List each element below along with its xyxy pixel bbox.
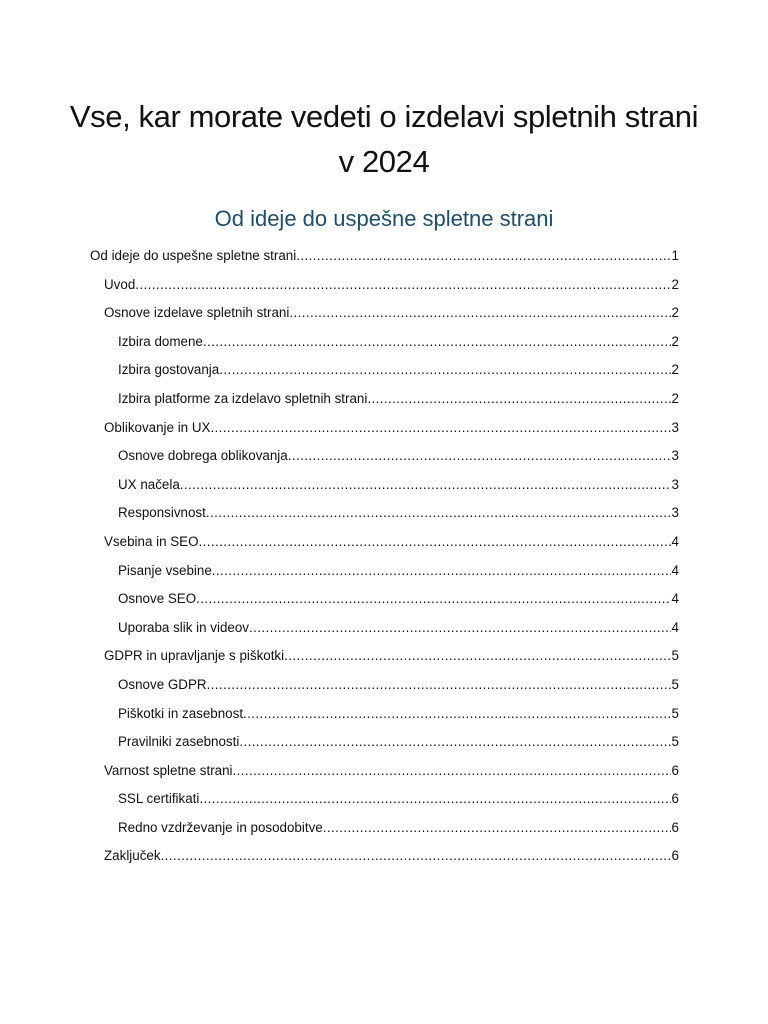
toc-entry[interactable]: [90, 585, 679, 614]
toc-entry[interactable]: [90, 728, 679, 757]
toc-entry-label: SSL certifikati: [118, 791, 200, 807]
toc-entry[interactable]: [90, 557, 679, 586]
toc-dot-leader: [219, 356, 670, 385]
toc-entry[interactable]: [90, 785, 679, 814]
toc-entry-label: Osnove izdelave spletnih strani: [104, 305, 290, 321]
toc-entry-label: Pisanje vsebine: [118, 562, 212, 578]
toc-entry-label: Vsebina in SEO: [104, 533, 199, 549]
toc-entry-label: Redno vzdrževanje in posodobitve: [118, 819, 323, 835]
toc-entry[interactable]: [90, 499, 679, 528]
toc-page-number: 1: [671, 248, 679, 263]
toc-page-number: 4: [671, 533, 679, 549]
toc-dot-leader: [249, 614, 671, 643]
toc-entry-label: Izbira domene: [118, 333, 203, 349]
toc-entry-label: Uvod: [104, 276, 136, 292]
toc-dot-leader: [323, 814, 671, 843]
toc-page-number: 6: [671, 819, 679, 835]
toc-entry-label: Od ideje do uspešne spletne strani: [90, 248, 297, 263]
toc-dot-leader: [196, 585, 670, 614]
toc-dot-leader: [199, 528, 671, 557]
toc-entry[interactable]: [90, 757, 679, 786]
toc-dot-leader: [210, 414, 670, 443]
document-title: Vse, kar morate vedeti o izdelavi spletnih strani v 2024: [69, 99, 699, 179]
toc-entry-label: Responsivnost: [118, 505, 206, 521]
toc-entry[interactable]: [90, 814, 679, 843]
toc-entry-label: Zaključek: [104, 848, 161, 864]
toc-entry[interactable]: [90, 442, 679, 471]
toc-entry[interactable]: [90, 700, 679, 729]
toc-entry-label: Osnove GDPR: [118, 676, 207, 692]
toc-heading: Od ideje do uspešne spletne strani: [214, 206, 554, 231]
toc-page-number: 4: [671, 591, 679, 607]
toc-page-number: 3: [671, 419, 679, 435]
toc-entry[interactable]: [90, 328, 679, 357]
toc-dot-leader: [239, 728, 670, 757]
toc-dot-leader: [243, 700, 671, 729]
toc-entry-label: Izbira gostovanja: [118, 362, 220, 378]
toc-entry[interactable]: [90, 414, 679, 443]
toc-entry-label: Osnove dobrega oblikovanja: [118, 448, 288, 464]
toc-dot-leader: [233, 757, 671, 786]
toc-entry-label: UX načela: [118, 476, 180, 492]
toc-dot-leader: [367, 385, 670, 414]
toc-page-number: 2: [671, 305, 679, 321]
toc-page-number: 5: [671, 648, 679, 664]
toc-dot-leader: [284, 642, 670, 671]
toc-page-number: 2: [671, 362, 679, 378]
toc-entry[interactable]: [90, 385, 679, 414]
toc-page-number: 2: [671, 390, 679, 406]
toc-page-number: 6: [671, 791, 679, 807]
table-of-contents: [90, 242, 679, 871]
toc-entry[interactable]: [90, 356, 679, 385]
toc-dot-leader: [161, 842, 671, 871]
toc-entry-label: Pravilniki zasebnosti: [118, 734, 240, 750]
toc-entry-label: Oblikovanje in UX: [104, 419, 211, 435]
toc-dot-leader: [199, 785, 670, 814]
toc-dot-leader: [212, 557, 671, 586]
toc-page-number: 6: [671, 762, 679, 778]
toc-entry[interactable]: [90, 842, 679, 871]
toc-page-number: 3: [671, 505, 679, 521]
toc-entry[interactable]: [90, 471, 679, 500]
toc-entry[interactable]: [90, 642, 679, 671]
toc-entry-label: Varnost spletne strani: [104, 762, 233, 778]
toc-page-number: 2: [671, 333, 679, 349]
toc-entry[interactable]: [90, 528, 679, 557]
toc-entry[interactable]: [90, 271, 679, 300]
toc-page-number: 5: [671, 734, 679, 750]
toc-dot-leader: [289, 299, 670, 328]
toc-page-number: 2: [671, 276, 679, 292]
toc-entry[interactable]: [90, 614, 679, 643]
toc-dot-leader: [135, 271, 670, 300]
toc-entry-label: Izbira platforme za izdelavo spletnih strani: [118, 390, 368, 406]
toc-entry[interactable]: [90, 671, 679, 700]
toc-page-number: 5: [671, 676, 679, 692]
toc-entry[interactable]: [90, 242, 679, 271]
toc-dot-leader: [180, 471, 671, 500]
toc-entry-label: Uporaba slik in videov: [118, 619, 249, 635]
toc-entry-label: Osnove SEO: [118, 591, 197, 607]
toc-entry-label: Piškotki in zasebnost: [118, 705, 244, 721]
toc-page-number: 5: [671, 705, 679, 721]
toc-dot-leader: [288, 442, 671, 471]
toc-dot-leader: [296, 242, 670, 271]
toc-page-number: 4: [671, 619, 679, 635]
toc-page-number: 4: [671, 562, 679, 578]
toc-page-number: 6: [671, 848, 679, 864]
toc-dot-leader: [207, 671, 671, 700]
toc-dot-leader: [206, 499, 671, 528]
toc-entry-label: GDPR in upravljanje s piškotki: [104, 648, 285, 664]
toc-entry[interactable]: [90, 299, 679, 328]
toc-page-number: 3: [671, 476, 679, 492]
toc-page-number: 3: [671, 448, 679, 464]
toc-dot-leader: [203, 328, 671, 357]
